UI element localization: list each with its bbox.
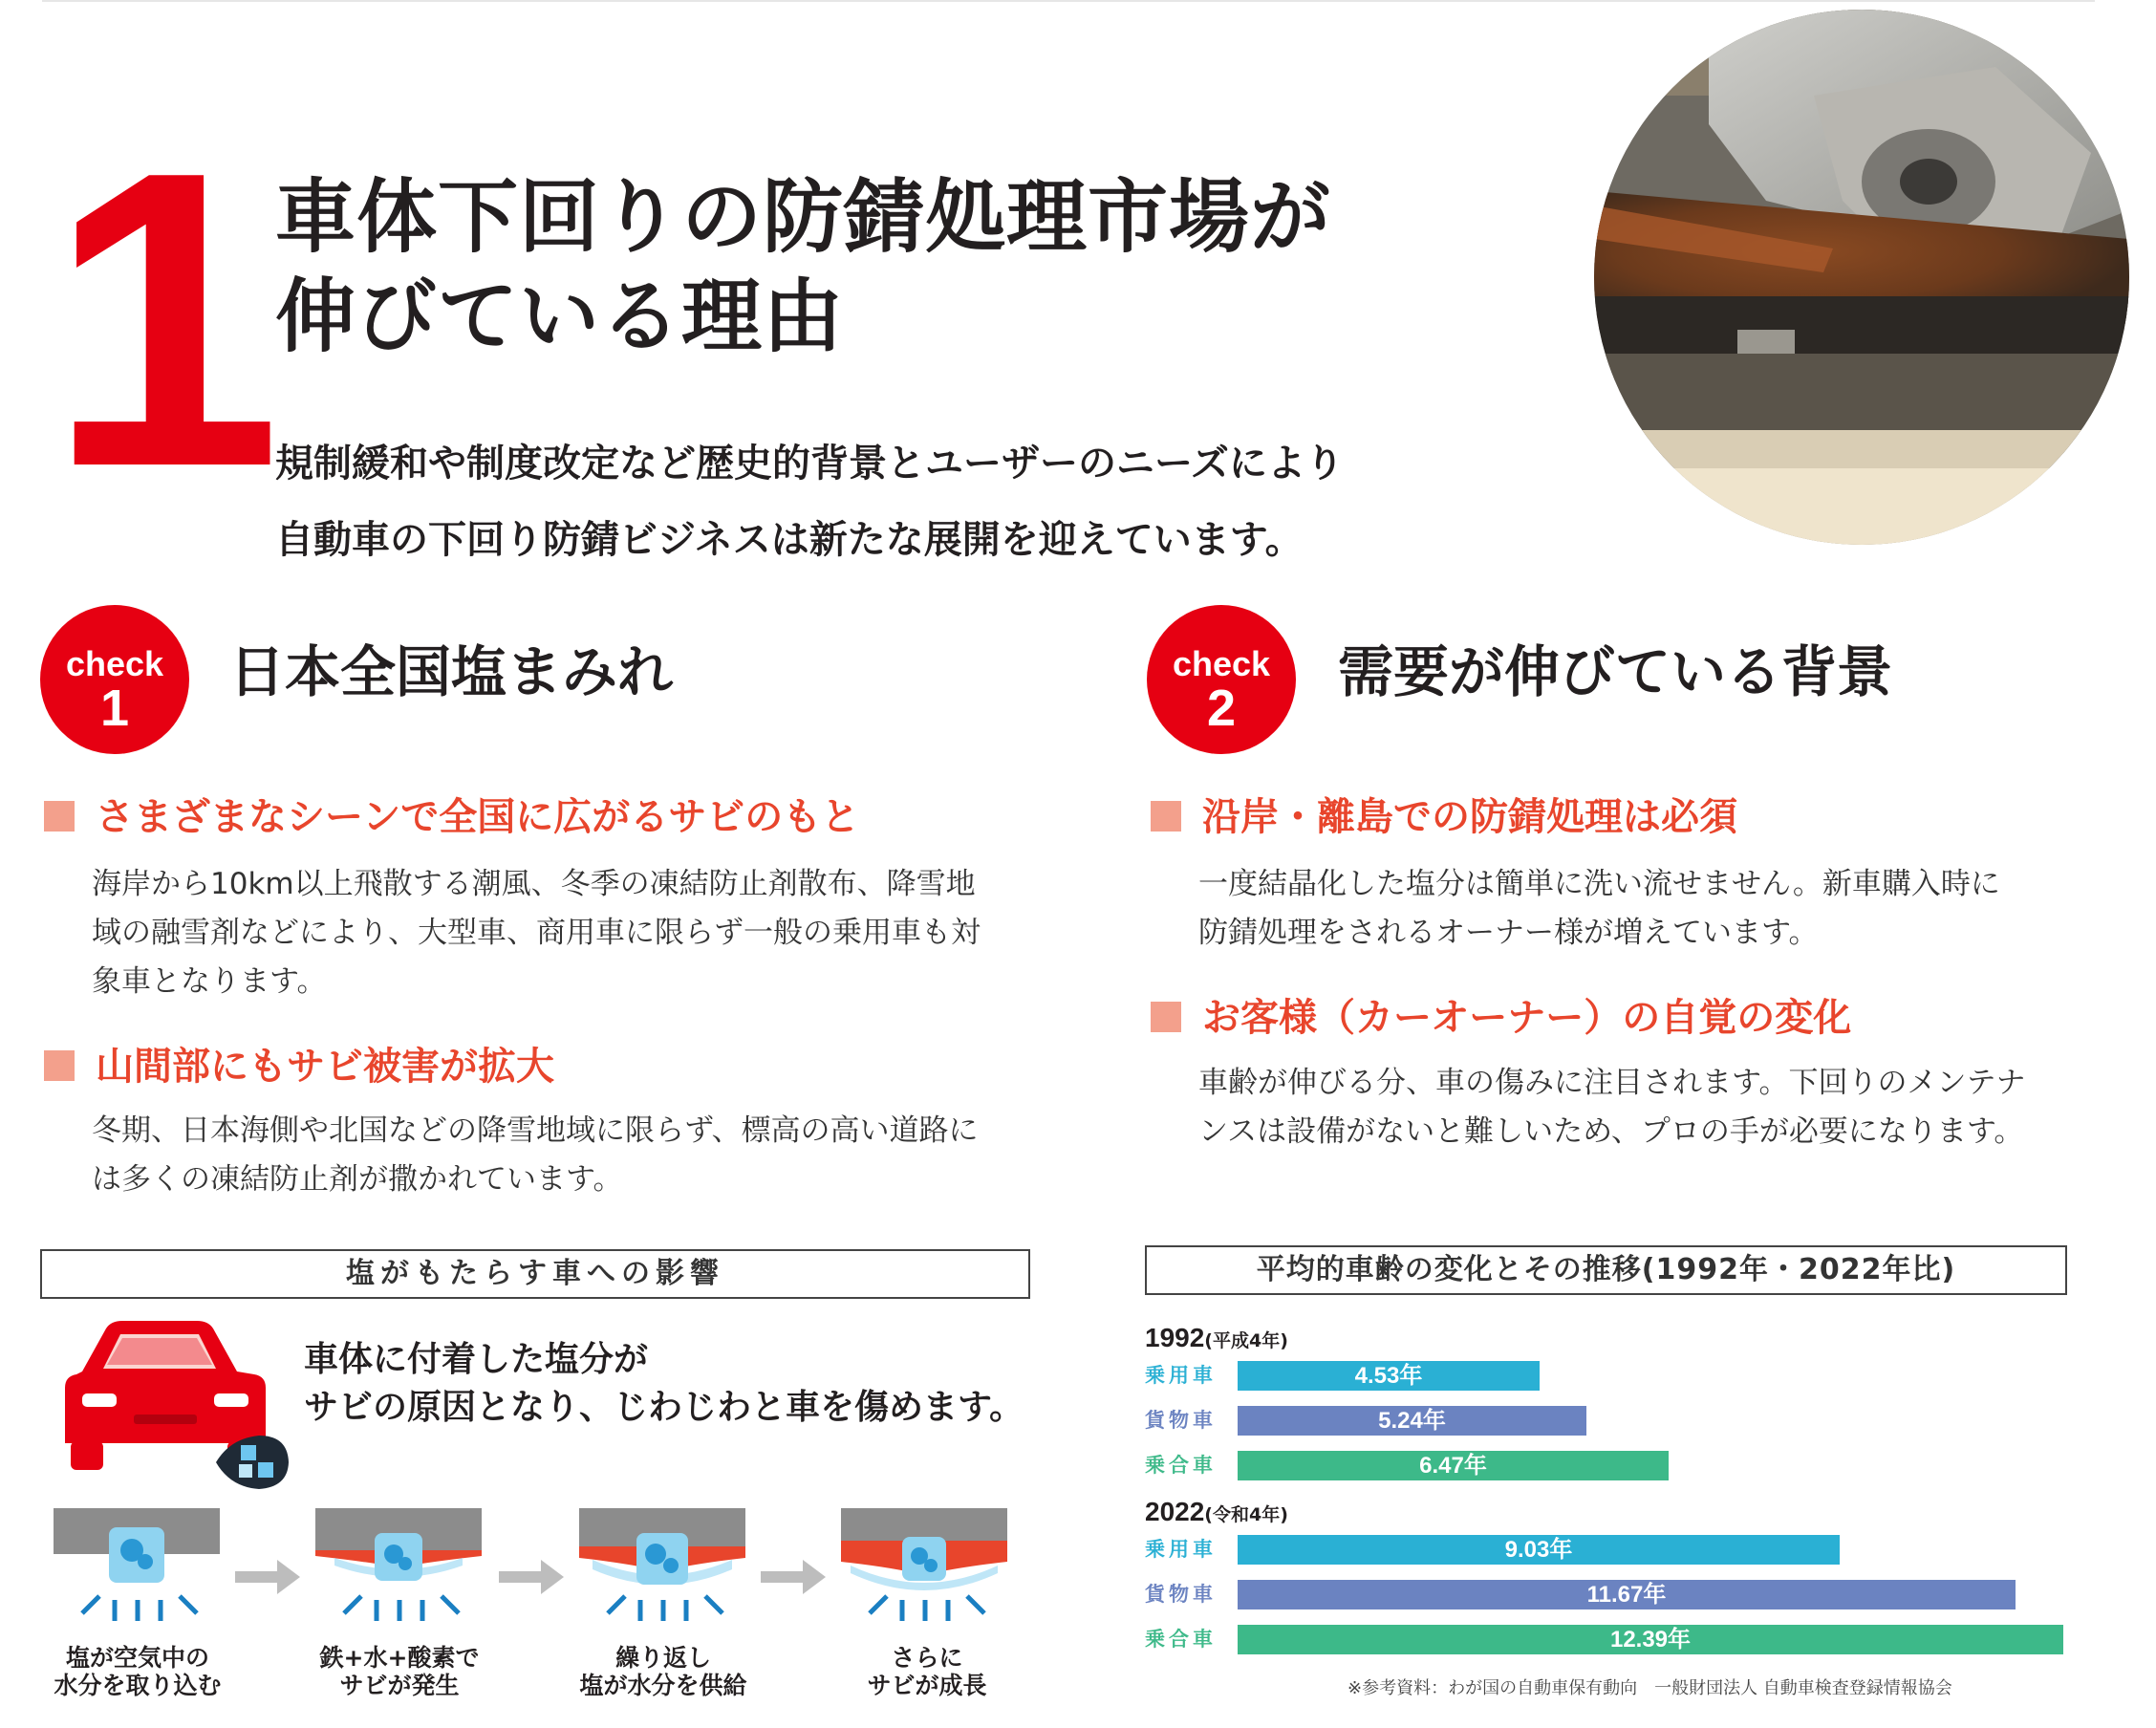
chart-bar: 11.67年 [1238, 1580, 2016, 1609]
page-title [275, 167, 1331, 366]
salt-step-3-caption: 繰り返し 塩が水分を供給 [579, 1644, 747, 1699]
square-bullet-icon [44, 801, 75, 832]
salt-step-3-diagram [579, 1508, 751, 1636]
chart-bar: 5.24年 [1238, 1406, 1586, 1436]
chart-title: 平均的車齢の変化とその推移(1992年・2022年比) [1145, 1245, 2067, 1295]
chart-year-label: 1992(平成4年) [1145, 1323, 1288, 1352]
check-badge-1 [40, 605, 189, 754]
chart-category-label: 乗合車 [1145, 1454, 1217, 1477]
check1-subheading-2: 山間部にもサビ被害が拡大 [44, 1042, 554, 1091]
check1-title: 日本全国塩まみれ [229, 639, 674, 704]
chart-bar: 6.47年 [1238, 1451, 1669, 1480]
rusty-underbody-photo [1594, 10, 2129, 545]
check-badge-word: check [1172, 644, 1271, 683]
salt-step-1-diagram [54, 1508, 226, 1636]
impact-text: 車体に付着した塩分が サビの原因となり、じわじわと車を傷めます。 [304, 1340, 1024, 1427]
lead-line-1: 規制緩和や制度改定など歴史的背景とユーザーのニーズにより [275, 442, 1344, 486]
impact-box-title: 塩がもたらす車への影響 [40, 1249, 1030, 1299]
chart-source: ※参考資料：わが国の自動車保有動向 一般財団法人 自動車検査登録情報協会 [1348, 1678, 1952, 1698]
arrow-right-icon [761, 1558, 828, 1600]
chart-bar: 12.39年 [1238, 1625, 2063, 1654]
chart-category-label: 乗合車 [1145, 1628, 1217, 1651]
square-bullet-icon [44, 1050, 75, 1081]
check-badge-word: check [65, 644, 164, 683]
red-car-icon [54, 1319, 292, 1495]
salt-step-2-diagram [315, 1508, 487, 1636]
check1-subheading-1: さまざまなシーンで全国に広がるサビのもと [44, 792, 859, 842]
salt-step-2-caption: 鉄+水+酸素で サビが発生 [319, 1644, 480, 1699]
arrow-right-icon [499, 1558, 566, 1600]
chart-year-label: 2022(令和4年) [1145, 1497, 1288, 1526]
salt-step-1-caption: 塩が空気中の 水分を取り込む [54, 1644, 222, 1699]
square-bullet-icon [1151, 801, 1181, 832]
chart-category-label: 乗用車 [1145, 1538, 1217, 1561]
check1-body-2: 冬期、日本海側や北国などの降雪地域に限らず、標高の高い道路に は多くの凍結防止剤が撒かれています。 [92, 1113, 979, 1197]
chart-category-label: 貨物車 [1145, 1409, 1217, 1432]
check1-body-1: 海岸から10km以上飛散する潮風、冬季の凍結防止剤散布、降雪地 域の融雪剤などにより、大型車、商用車に限らず一般の乗用車も対 象車となります。 [92, 867, 981, 999]
title-line-1: 車体下回りの防錆処理市場が [275, 170, 1332, 264]
chart-bar: 4.53年 [1238, 1361, 1540, 1391]
check-badge-number: 1 [99, 680, 130, 737]
arrow-right-icon [235, 1558, 302, 1600]
check2-title: 需要が伸びている背景 [1338, 639, 1893, 704]
chart-bar: 9.03年 [1238, 1535, 1840, 1565]
salt-step-4-caption: さらに サビが成長 [867, 1644, 987, 1699]
square-bullet-icon [1151, 1002, 1181, 1032]
lead-line-2: 自動車の下回り防錆ビジネスは新たな展開を迎えています。 [275, 518, 1304, 562]
top-rule [42, 0, 2095, 2]
title-line-2: 伸びている理由 [275, 270, 845, 363]
check2-body-1: 一度結晶化した塩分は簡単に洗い流せません。新車購入時に 防錆処理をされるオーナー様が増えています。 [1198, 867, 2000, 950]
check2-subheading-1: 沿岸・離島での防錆処理は必須 [1151, 792, 1737, 842]
check2-body-2: 車齢が伸びる分、車の傷みに注目されます。下回りのメンテナ ンスは設備がないと難しいため、プロの手が必要になります。 [1198, 1066, 2026, 1149]
chart-category-label: 乗用車 [1145, 1364, 1217, 1387]
check2-subheading-2: お客様（カーオーナー）の自覚の変化 [1151, 993, 1851, 1043]
salt-step-4-diagram [841, 1508, 1013, 1636]
lead-text [275, 425, 1344, 578]
check-badge-number: 2 [1206, 680, 1237, 737]
section-number: 1 [48, 85, 272, 554]
check-badge-2 [1147, 605, 1296, 754]
chart-category-label: 貨物車 [1145, 1583, 1217, 1606]
